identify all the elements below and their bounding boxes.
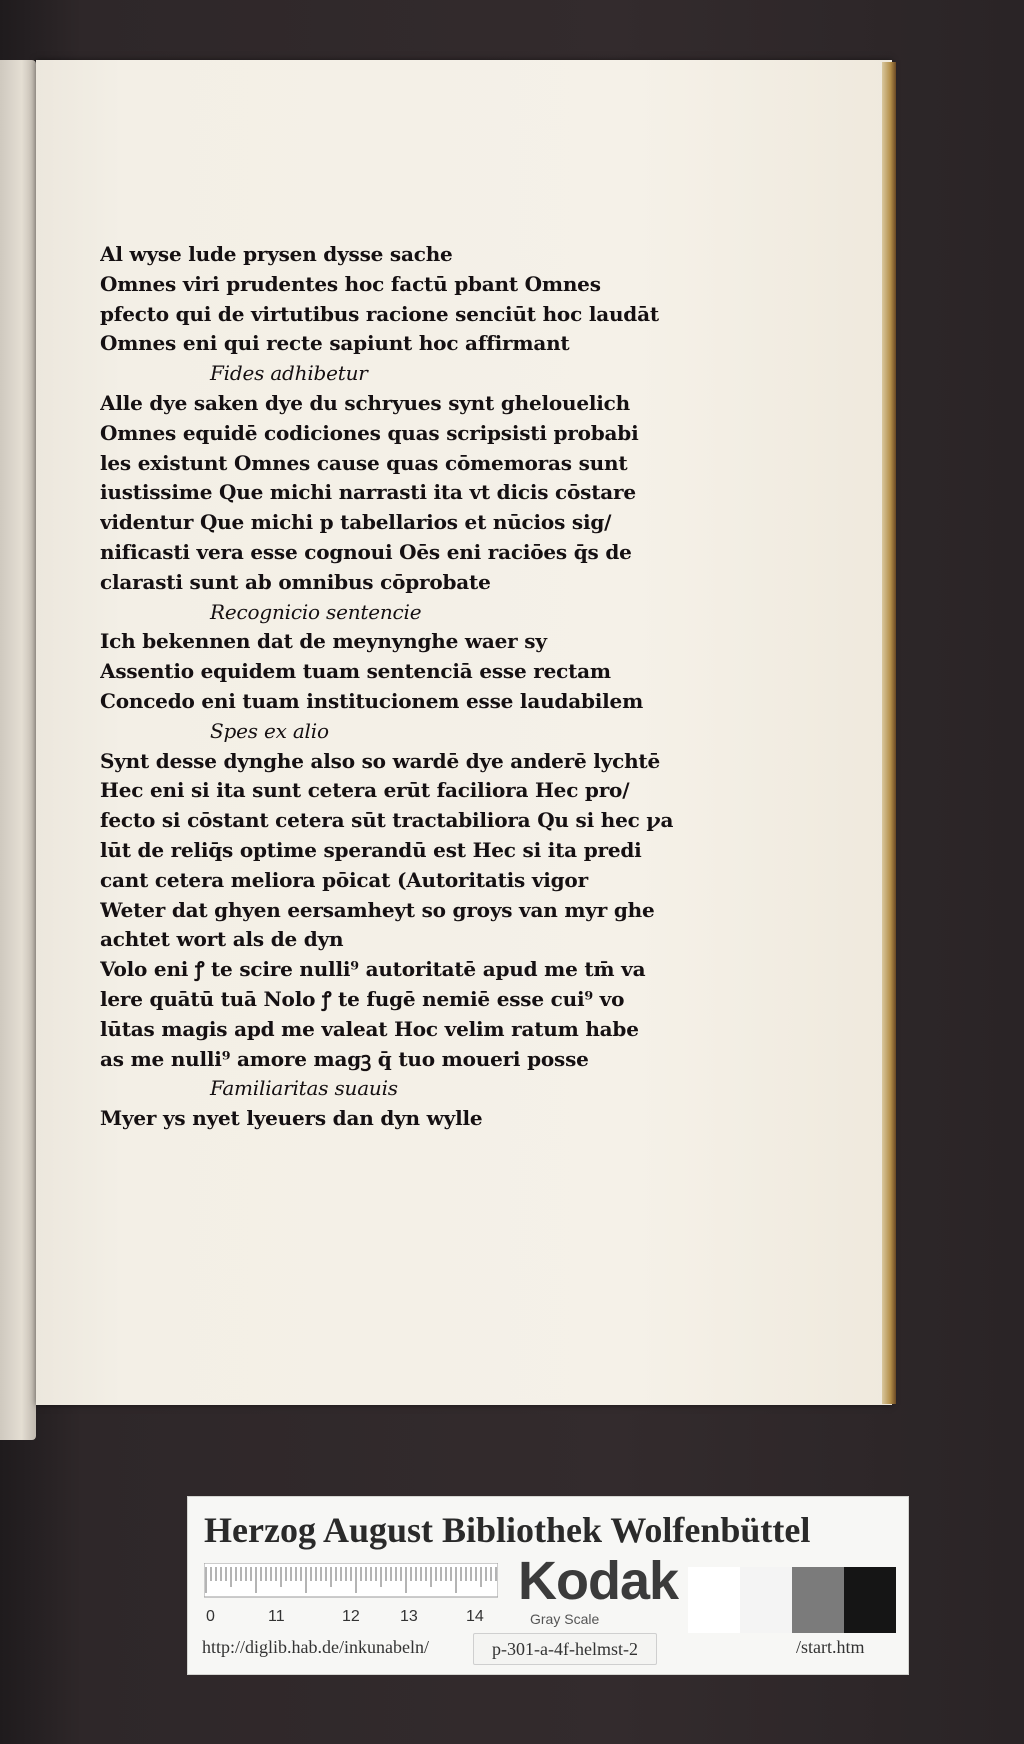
text-line: pfecto qui de virtutibus racione senciūt hoc laudāt	[100, 301, 659, 326]
text-line: Weter dat ghyen eersamheyt so groys van myr ghe	[100, 897, 655, 922]
ruler-label: 14	[466, 1608, 484, 1625]
ruler-label: 13	[400, 1608, 418, 1625]
library-title: Herzog August Bibliothek Wolfenbüttel	[204, 1510, 811, 1550]
text-line: Ich bekennen dat de meynynghe waer sy	[100, 629, 547, 654]
gray-patch-white	[688, 1567, 740, 1633]
text-line: nificasti vera esse cognoui Oēs eni raciōes q̄s de	[100, 539, 632, 564]
text-line: lūt de reliq̄s optime sperandū est Hec si ita predi	[100, 837, 642, 862]
text-line: Assentio equidem tuam sentenciā esse rectam	[100, 659, 611, 684]
text-line: Volo eni ꝭ te scire nulli⁹ autoritatē apud me tm̄ va	[100, 957, 646, 982]
ruler-label: 11	[268, 1608, 285, 1625]
ruler-label: 0	[206, 1608, 215, 1625]
text-line: clarasti sunt ab omnibus cōprobate	[100, 569, 491, 594]
gray-patch-black	[844, 1567, 896, 1633]
section-heading: Recognicio sentencie	[210, 599, 422, 624]
url-suffix: /start.htm	[796, 1637, 865, 1657]
measurement-ruler	[204, 1563, 498, 1625]
gray-scale-label: Gray Scale	[530, 1611, 600, 1627]
text-line: Al wyse lude prysen dysse sache	[100, 242, 453, 266]
text-line: iustissime Que michi narrasti ita vt dicis cōstare	[100, 480, 636, 505]
text-line: fecto si cōstant cetera sūt tractabiliora Qu si hec ꝩa	[100, 808, 674, 833]
text-line: Myer ys nyet lyeuers dan dyn wylle	[100, 1106, 483, 1131]
text-line: Omnes equidē codiciones quas scripsisti probabi	[100, 420, 639, 445]
section-heading: Familiaritas suauis	[210, 1076, 398, 1101]
source-url: http://diglib.hab.de/inkunabeln/	[202, 1637, 429, 1657]
text-line: Synt desse dynghe also so wardē dye anderē lychtē	[100, 748, 660, 773]
section-heading: Fides adhibetur	[210, 361, 368, 386]
text-line: les existunt Omnes cause quas cōmemoras sunt	[100, 450, 628, 475]
gray-patch-mid	[792, 1567, 844, 1633]
text-line: Omnes eni qui recte sapiunt hoc affirmant	[100, 331, 570, 356]
text-line: Alle dye saken dye du schryues synt ghelouelich	[100, 390, 630, 415]
ruler-label: 12	[342, 1608, 360, 1625]
left-page-edge	[0, 60, 36, 1440]
printed-text-block	[100, 240, 700, 1170]
library-color-card	[187, 1496, 909, 1675]
gray-scale-patches	[688, 1567, 896, 1633]
text-line: Hec eni si ita sunt cetera erūt faciliora Hec pro/	[100, 778, 630, 803]
text-line: lūtas magis apd me valeat Hoc velim ratum habe	[100, 1016, 639, 1041]
text-line: as me nulli⁹ amore magꝫ q̄ tuo moueri posse	[100, 1046, 589, 1071]
text-line: Omnes viri prudentes hoc factū pbant Omnes	[100, 271, 601, 296]
text-line: videntur Que michi p tabellarios et nūcios sig/	[100, 510, 612, 535]
text-line: Concedo eni tuam institucionem esse laudabilem	[100, 688, 644, 713]
gray-patch-light	[740, 1567, 792, 1633]
text-line: lere quātū tuā Nolo ꝭ te fugē nemiē esse cui⁹ vo	[100, 986, 625, 1011]
text-line: achtet wort als de dyn	[100, 927, 344, 952]
kodak-logo: Kodak	[518, 1551, 679, 1611]
text-line: cant cetera meliora pōicat (Autoritatis vigor	[100, 867, 588, 892]
page-fore-edge	[882, 62, 896, 1404]
ruler-scale	[204, 1563, 498, 1625]
shelfmark-box: p-301-a-4f-helmst-2	[473, 1633, 657, 1665]
section-heading: Spes ex alio	[210, 718, 329, 743]
